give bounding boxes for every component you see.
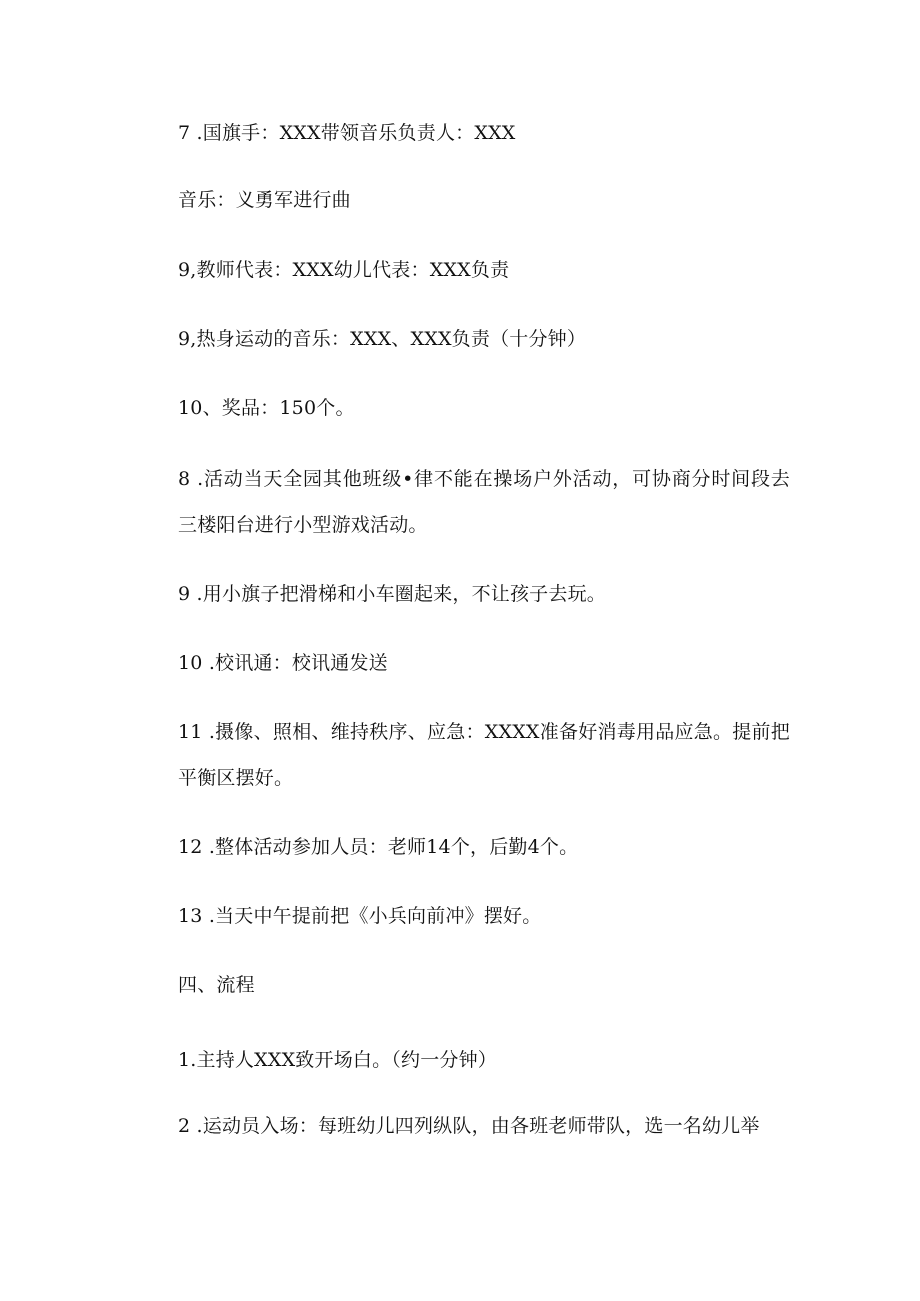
paragraph-school-notice: 10 .校讯通：校讯通发送 xyxy=(178,652,388,674)
paragraph-photography: 11 .摄像、照相、维持秩序、应急：XXXX准备好消毒用品应急。提前把平衡区摆好。 xyxy=(178,721,790,789)
paragraph-flags-slide: 9 .用小旗子把滑梯和小车圈起来，不让孩子去玩。 xyxy=(178,583,606,605)
paragraph-noon-setup: 13 .当天中午提前把《小兵向前冲》摆好。 xyxy=(178,905,542,927)
paragraph-warmup-music: 9,热身运动的音乐：XXX、XXX负责（十分钟） xyxy=(178,328,587,350)
section-heading-process: 四、流程 xyxy=(178,974,255,996)
paragraph-host-opening: 1.主持人XXX致开场白。（约一分钟） xyxy=(178,1049,498,1071)
paragraph-music: 音乐：义勇军进行曲 xyxy=(178,189,351,211)
paragraph-prizes: 10、奖品：150个。 xyxy=(178,397,355,419)
paragraph-participants: 12 .整体活动参加人员：老师14个，后勤4个。 xyxy=(178,836,579,858)
paragraph-other-classes: 8 .活动当天全园其他班级•律不能在操场户外活动，可协商分时间段去三楼阳台进行小型游戏活动。 xyxy=(178,468,790,536)
paragraph-athletes-entry: 2 .运动员入场：每班幼儿四列纵队，由各班老师带队，选一名幼儿举 xyxy=(178,1115,760,1137)
paragraph-representatives: 9,教师代表：XXX幼儿代表：XXX负责 xyxy=(178,259,510,281)
paragraph-flag-bearer: 7 .国旗手：XXX带领音乐负责人：XXX xyxy=(178,122,516,144)
